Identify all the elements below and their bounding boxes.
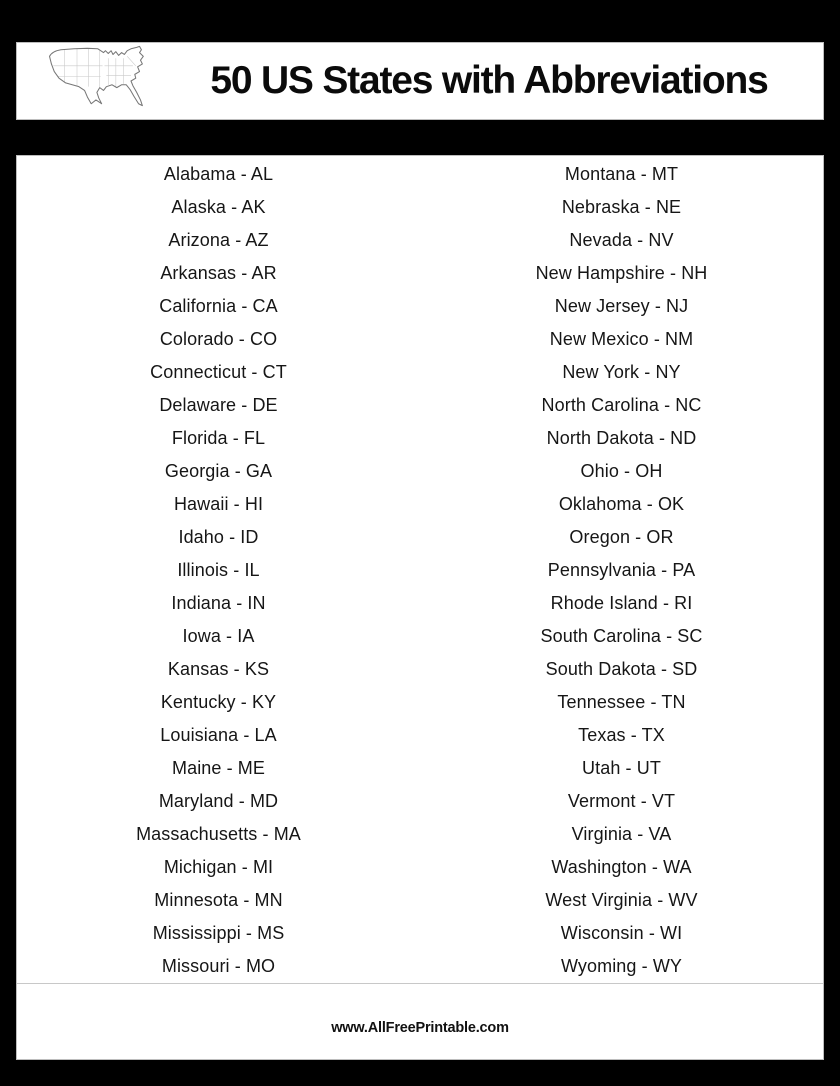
footer-zone [17,984,823,1058]
state-row: Kansas - KS [167,659,270,679]
state-row: Mississippi - MS [152,923,285,943]
state-row: Tennessee - TN [557,692,686,712]
state-row: West Virginia - WV [545,890,698,910]
state-row: Wisconsin - WI [560,923,683,943]
state-row: Rhode Island - RI [550,593,693,613]
state-row: Hawaii - HI [173,494,264,514]
content-box [16,155,824,1060]
state-row: Idaho - ID [178,527,259,547]
footer-site-text: www.AllFreePrintable.com [331,1020,509,1036]
state-row: Alabama - AL [163,164,274,184]
state-row: Louisiana - LA [160,725,277,745]
state-row: Georgia - GA [164,461,273,481]
state-row: Utah - UT [582,758,661,778]
state-row: Minnesota - MN [154,890,283,910]
state-row: Maryland - MD [158,791,279,811]
state-row: North Dakota - ND [546,428,697,448]
state-column-left [17,158,420,983]
state-row: Nevada - NV [569,230,674,250]
state-row: Iowa - IA [182,626,255,646]
state-row: Florida - FL [171,428,266,448]
state-row: Kentucky - KY [160,692,277,712]
state-row: California - CA [159,296,278,316]
state-row: Delaware - DE [159,395,278,415]
us-map-icon [25,45,165,117]
state-column-right [420,158,823,983]
state-row: New Jersey - NJ [554,296,689,316]
state-row: Arkansas - AR [160,263,277,283]
state-row: South Dakota - SD [545,659,698,679]
state-row: Illinois - IL [177,560,260,580]
state-row: Indiana - IN [171,593,266,613]
page-title: 50 US States with Abbreviations [210,59,768,102]
state-row: North Carolina - NC [541,395,702,415]
state-row: Texas - TX [578,725,665,745]
state-row: New Hampshire - NH [535,263,708,283]
state-row: Massachusetts - MA [136,824,301,844]
state-row: New York - NY [562,362,681,382]
states-list [17,156,823,984]
state-row: Arizona - AZ [168,230,269,250]
state-row: Colorado - CO [159,329,278,349]
header-box [16,42,824,120]
state-row: Oregon - OR [569,527,674,547]
state-row: Michigan - MI [163,857,274,877]
state-row: New Mexico - NM [549,329,694,349]
state-row: Montana - MT [564,164,679,184]
state-row: Pennsylvania - PA [547,560,696,580]
state-row: Vermont - VT [567,791,676,811]
state-row: South Carolina - SC [540,626,703,646]
state-row: Washington - WA [551,857,692,877]
state-row: Missouri - MO [161,956,276,976]
state-row: Connecticut - CT [150,362,287,382]
state-row: Virginia - VA [571,824,672,844]
state-row: Alaska - AK [171,197,266,217]
state-row: Maine - ME [171,758,266,778]
state-row: Ohio - OH [580,461,663,481]
state-row: Oklahoma - OK [558,494,685,514]
state-row: Nebraska - NE [561,197,682,217]
state-row: Wyoming - WY [560,956,683,976]
